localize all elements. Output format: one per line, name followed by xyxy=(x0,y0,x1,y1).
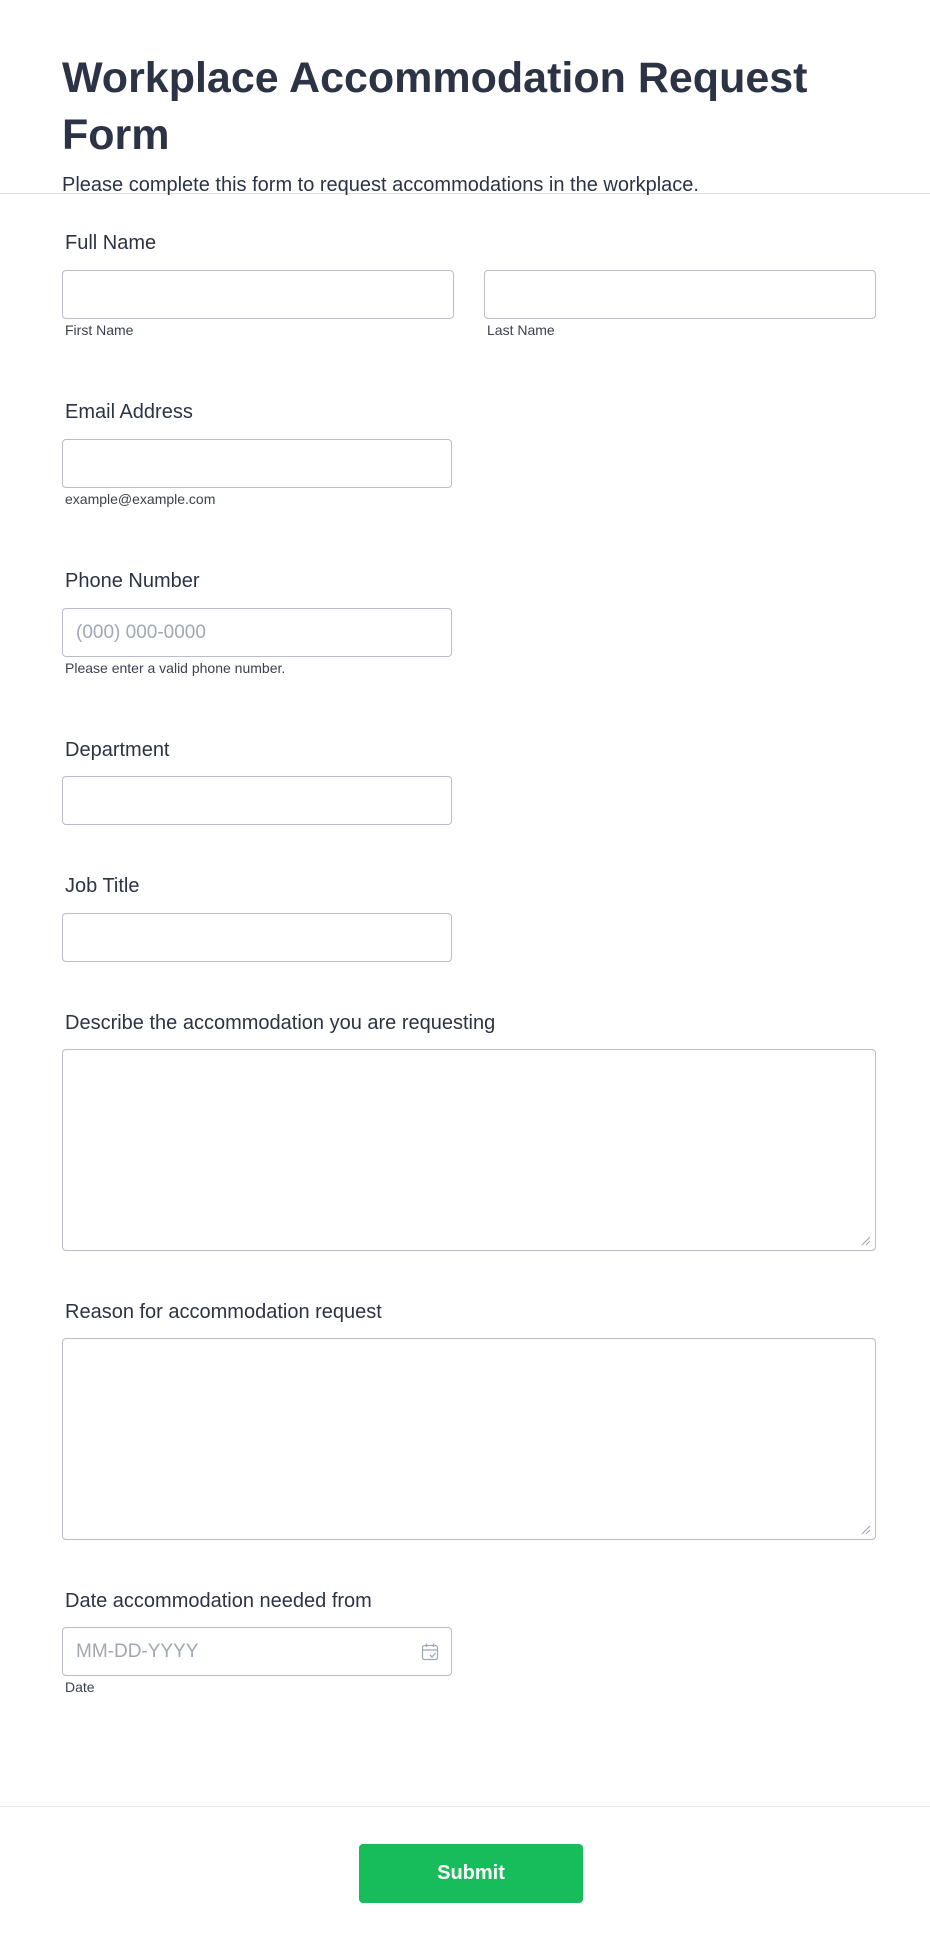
reason-label: Reason for accommodation request xyxy=(65,1301,382,1323)
full-name-label: Full Name xyxy=(65,232,157,254)
date-sublabel: Date xyxy=(65,1679,95,1695)
job-title-label: Job Title xyxy=(65,875,140,897)
reason-textarea[interactable] xyxy=(62,1338,876,1540)
date-placeholder: MM-DD-YYYY xyxy=(76,1641,199,1662)
first-name-input[interactable] xyxy=(62,270,454,319)
resize-grip-icon[interactable] xyxy=(861,1525,871,1535)
form-footer xyxy=(0,1806,930,1954)
form-title: Workplace Accommodation Request Form xyxy=(62,54,808,159)
first-name-sublabel: First Name xyxy=(65,322,134,338)
form-header xyxy=(0,0,930,194)
department-label: Department xyxy=(65,739,170,761)
calendar-icon[interactable] xyxy=(421,1642,439,1662)
last-name-sublabel: Last Name xyxy=(487,322,555,338)
last-name-input[interactable] xyxy=(484,270,876,319)
accommodation-label: Describe the accommodation you are requesting xyxy=(65,1012,496,1034)
email-input[interactable] xyxy=(62,439,452,488)
form-subtitle: Please complete this form to request accommodations in the workplace. xyxy=(62,174,699,196)
phone-input[interactable]: (000) 000-0000 xyxy=(62,608,452,657)
department-input[interactable] xyxy=(62,776,452,825)
form-body xyxy=(0,194,930,1754)
email-sublabel: example@example.com xyxy=(65,491,216,507)
date-input[interactable] xyxy=(62,1627,452,1676)
submit-button[interactable]: Submit xyxy=(359,1844,583,1903)
date-label: Date accommodation needed from xyxy=(65,1590,372,1612)
phone-label: Phone Number xyxy=(65,570,200,592)
email-label: Email Address xyxy=(65,401,193,423)
job-title-input[interactable] xyxy=(62,913,452,962)
resize-grip-icon[interactable] xyxy=(861,1236,871,1246)
phone-sublabel: Please enter a valid phone number. xyxy=(65,660,286,676)
accommodation-textarea[interactable] xyxy=(62,1049,876,1251)
